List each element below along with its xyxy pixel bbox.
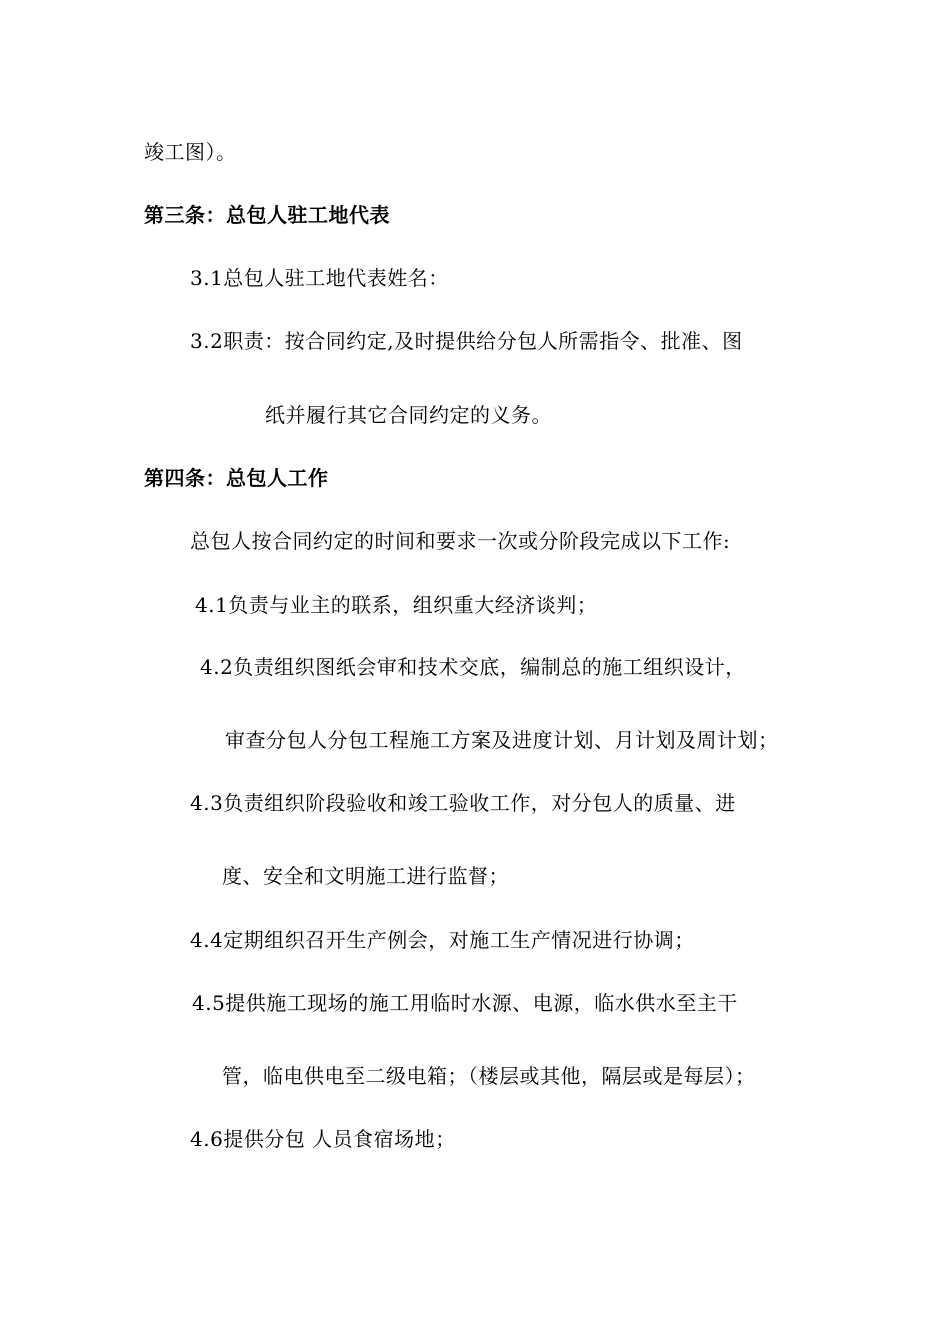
clause-3-1: 3.1总包人驻工地代表姓名： <box>190 266 449 290</box>
clause-4-5: 4.5提供施工现场的施工用临时水源、电源，临水供水至主干 <box>192 991 738 1015</box>
clause-3-2: 3.2职责：按合同约定,及时提供给分包人所需指令、批准、图 <box>190 329 743 353</box>
clause-4-5-continued: 管，临电供电至二级电箱；（楼层或其他，隔层或是每层）； <box>222 1064 756 1088</box>
clause-4-1: 4.1负责与业主的联系，组织重大经济谈判； <box>195 593 598 617</box>
clause-4-2: 4.2负责组织图纸会审和技术交底，编制总的施工组织设计， <box>200 655 746 679</box>
clause-3-2-continued: 纸并履行其它合同约定的义务。 <box>265 403 552 427</box>
clause-4-4: 4.4定期组织召开生产例会，对施工生产情况进行协调； <box>190 928 695 952</box>
article-4-intro: 总包人按合同约定的时间和要求一次或分阶段完成以下工作: <box>190 529 731 553</box>
text-line-completion-drawing: 竣工图）。 <box>144 140 237 164</box>
clause-4-2-continued: 审查分包人分包工程施工方案及进度计划、月计划及周计划； <box>225 728 779 752</box>
clause-4-3-continued: 度、安全和文明施工进行监督； <box>222 864 509 888</box>
heading-article-3: 第三条：总包人驻工地代表 <box>144 203 390 227</box>
clause-4-6: 4.6提供分包 人员食宿场地； <box>190 1127 456 1151</box>
heading-article-4: 第四条：总包人工作 <box>144 466 329 490</box>
clause-4-3: 4.3负责组织阶段验收和竣工验收工作，对分包人的质量、进 <box>190 791 736 815</box>
